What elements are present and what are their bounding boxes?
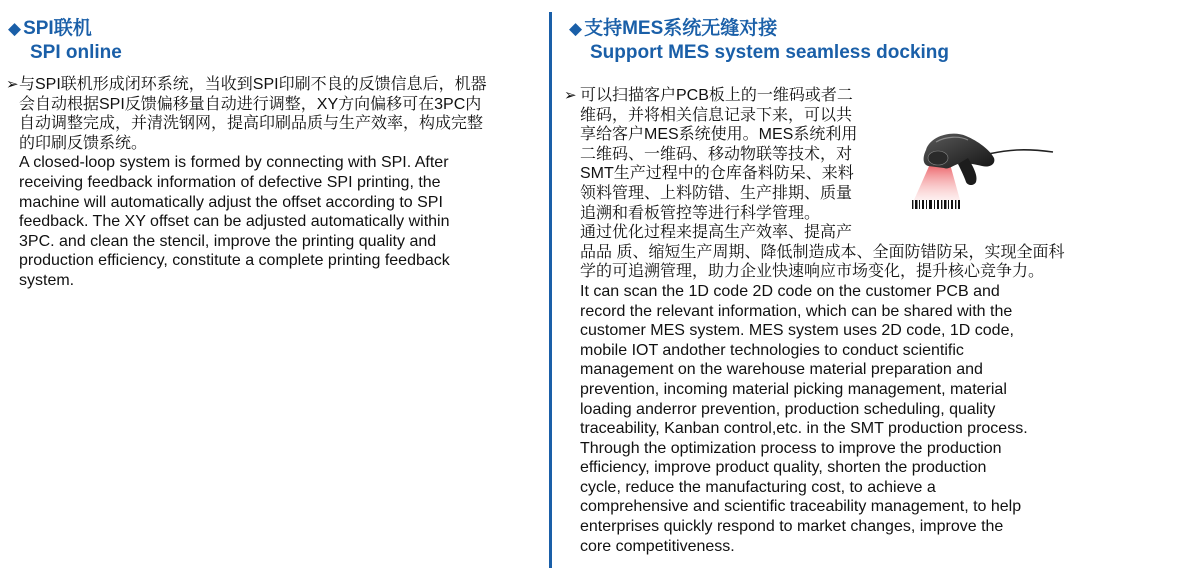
title-zh-text: 支持MES系统无缝对接: [584, 18, 778, 39]
body-line: 二维码、一维码、移动物联等技术，对: [580, 145, 853, 163]
body-line: customer MES system. MES system uses 2D code, 1D code,: [580, 322, 1014, 340]
body-line: 3PC. and clean the stencil, improve the printing quality and: [19, 232, 437, 250]
body-line: production efficiency, constitute a complete printing feedback: [19, 252, 450, 270]
body-line: 品品 质、缩短生产周期、降低制造成本、全面防错防呆，实现全面科: [580, 243, 1065, 261]
section-title-en: SPI online: [30, 42, 122, 63]
body-line: prevention, incoming material picking management, material: [580, 380, 1007, 398]
body-line: receiving feedback information of defective SPI printing, the: [19, 173, 441, 191]
body-line: record the relevant information, which can be shared with the: [580, 302, 1013, 320]
body-line: mobile IOT andother technologies to conduct scientific: [580, 341, 964, 359]
diamond-icon: ◆: [569, 19, 583, 38]
body-line: 可以扫描客户PCB板上的一维码或者二: [580, 87, 853, 104]
section-title-en: Support MES system seamless docking: [590, 42, 950, 63]
body-line: 的印刷反馈系统。: [19, 134, 148, 152]
section-title-zh: [8, 18, 92, 40]
title-zh-text: SPI联机: [23, 18, 92, 39]
body-line: 与SPI联机形成闭环系统，当收到SPI印刷不良的反馈信息后，机器: [19, 76, 487, 93]
column-divider: [549, 12, 552, 568]
body-line: management on the warehouse material preparation and: [580, 361, 983, 379]
barcode-scanner-icon: [908, 128, 1058, 214]
arrow-bullet-icon: ➢: [564, 87, 577, 104]
body-line: machine will automatically adjust the offset according to SPI: [19, 193, 443, 211]
body-line: traceability, Kanban control,etc. in the SMT production process.: [580, 420, 1028, 438]
body-line: cycle, reduce the manufacturing cost, to achieve a: [580, 478, 936, 496]
body-line: core competitiveness.: [580, 537, 735, 555]
body-line: It can scan the 1D code 2D code on the customer PCB and: [580, 282, 1000, 300]
diamond-icon: ◆: [8, 19, 22, 38]
body-line: efficiency, improve product quality, shorten the production: [580, 459, 987, 477]
body-line: comprehensive and scientific traceability management, to help: [580, 498, 1022, 516]
body-line: feedback. The XY offset can be adjusted automatically within: [19, 213, 450, 231]
body-line: system.: [19, 271, 75, 289]
body-line: 享给客户MES系统使用。MES系统利用: [580, 126, 858, 144]
body-line: A closed-loop system is formed by connecting with SPI. After: [19, 154, 449, 172]
body-line: SMT生产过程中的仓库备料防呆、来料: [580, 165, 854, 183]
arrow-bullet-icon: ➢: [6, 76, 19, 93]
body-line: Through the optimization process to improve the production: [580, 439, 1002, 457]
body-line: enterprises quickly respond to market changes, improve the: [580, 518, 1004, 536]
body-line: 追溯和看板管控等进行科学管理。: [580, 204, 821, 222]
body-line: 自动调整完成，并清洗钢网，提高印刷品质与生产效率，构成完整: [19, 115, 484, 133]
body-line: 维码，并将相关信息记录下来，可以共: [580, 106, 853, 124]
body-line: 会自动根据SPI反馈偏移量自动进行调整，XY方向偏移可在3PC内: [19, 95, 482, 113]
section-title-zh: [569, 18, 777, 40]
body-line: 学的可追溯管理，助力企业快速响应市场变化，提升核心竞争力。: [580, 263, 1045, 281]
body-line: loading anderror prevention, production scheduling, quality: [580, 400, 996, 418]
section-body: [19, 75, 487, 291]
body-line: 领料管理、上料防错、生产排期、质量: [580, 184, 853, 202]
body-line: 通过优化过程来提高生产效率、提高产: [580, 224, 853, 242]
